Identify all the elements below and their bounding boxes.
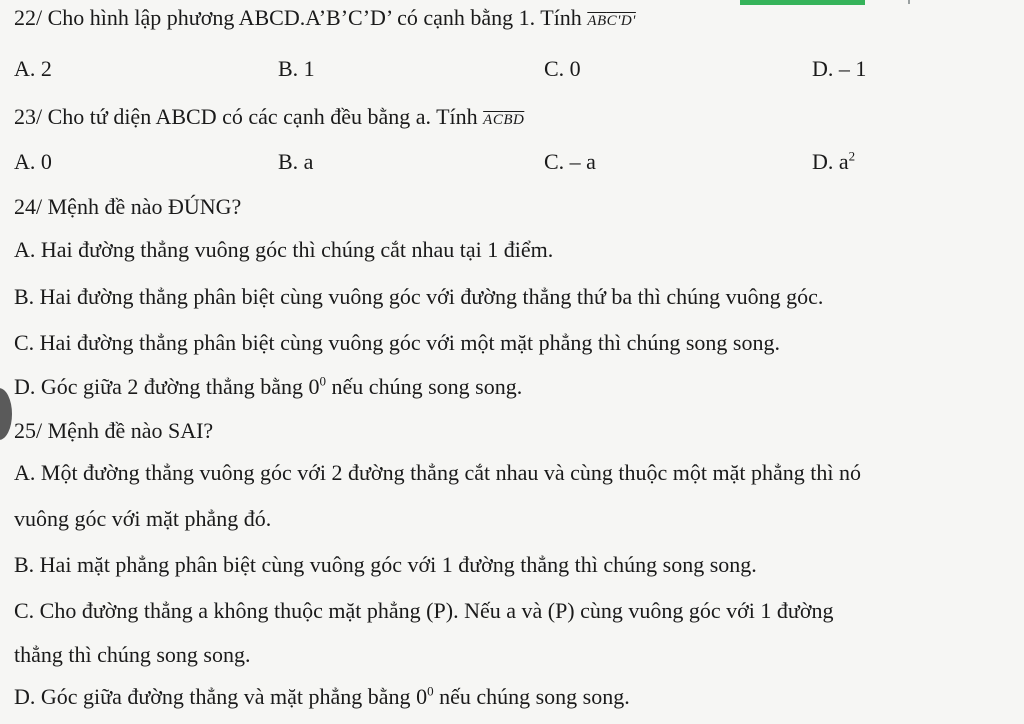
question-23-option-b: B. a xyxy=(278,149,314,174)
question-25-option-a-line2: vuông góc với mặt phẳng đó. xyxy=(14,506,272,531)
question-24-option-d-prefix: D. Góc giữa 2 đường thẳng bằng xyxy=(14,374,309,399)
question-25-option-c-line2: thẳng thì chúng song song. xyxy=(14,642,251,667)
question-25-option-d-suffix: nếu chúng song song. xyxy=(433,684,630,709)
question-22-title xyxy=(14,4,636,35)
question-24-title: 24/ Mệnh đề nào ĐÚNG? xyxy=(14,194,242,219)
question-23-option-d xyxy=(812,148,855,176)
question-23-option-d-text: D. a xyxy=(812,149,849,174)
vector-bd: $\overline{BD}$ xyxy=(503,112,525,128)
degree-superscript: 0 xyxy=(427,683,434,699)
exponent: 2 xyxy=(848,148,856,164)
question-25-option-d xyxy=(14,683,630,711)
question-22-option-b: B. 1 xyxy=(278,56,315,81)
zero-value: 0 xyxy=(416,684,428,709)
progress-tick xyxy=(908,0,910,4)
question-22-option-a: A. 2 xyxy=(14,56,52,81)
question-25-option-a-line1: A. Một đường thẳng vuông góc với 2 đường thẳng cắt nhau và cùng thuộc một mặt phẳng thì nó xyxy=(14,460,861,485)
degree-superscript: 0 xyxy=(319,373,327,389)
video-scrubber-handle[interactable] xyxy=(0,388,12,440)
question-24-option-d-suffix: nếu chúng song song. xyxy=(326,374,523,399)
question-23-option-c: C. – a xyxy=(544,149,596,174)
question-23-title xyxy=(14,103,524,134)
question-24-option-b: B. Hai đường thẳng phân biệt cùng vuông góc với đường thẳng thứ ba thì chúng vuông góc. xyxy=(14,284,824,309)
question-24-option-d xyxy=(14,373,522,401)
question-23-text: 23/ Cho tứ diện ABCD có các cạnh đều bằng a. Tính xyxy=(14,104,484,129)
question-24-option-c: C. Hai đường thẳng phân biệt cùng vuông góc với một mặt phẳng thì chúng song song. xyxy=(14,330,780,355)
zero-value: 0 xyxy=(308,374,320,399)
question-23-option-a: A. 0 xyxy=(14,149,52,174)
question-25-title: 25/ Mệnh đề nào SAI? xyxy=(14,418,214,443)
vector-c-d: C'D' xyxy=(606,13,636,29)
vector-ab: $\overline{AB}$ xyxy=(587,13,607,29)
question-22-option-c: C. 0 xyxy=(544,56,581,81)
question-22-option-d: D. – 1 xyxy=(812,56,867,81)
vector-ac: $\overline{AC}$ xyxy=(483,112,504,128)
question-25-option-c-line1: C. Cho đường thẳng a không thuộc mặt phẳng (P). Nếu a và (P) cùng vuông góc với 1 đường xyxy=(14,598,834,623)
question-25-option-d-prefix: D. Góc giữa đường thẳng và mặt phẳng bằng xyxy=(14,684,417,709)
question-24-option-a: A. Hai đường thẳng vuông góc thì chúng cắt nhau tại 1 điểm. xyxy=(14,237,554,262)
question-25-option-b: B. Hai mặt phẳng phân biệt cùng vuông góc với 1 đường thẳng thì chúng song song. xyxy=(14,552,757,577)
question-22-text: 22/ Cho hình lập phương ABCD.A’B’C’D’ có cạnh bằng 1. Tính xyxy=(14,5,588,30)
progress-fill xyxy=(740,0,865,5)
